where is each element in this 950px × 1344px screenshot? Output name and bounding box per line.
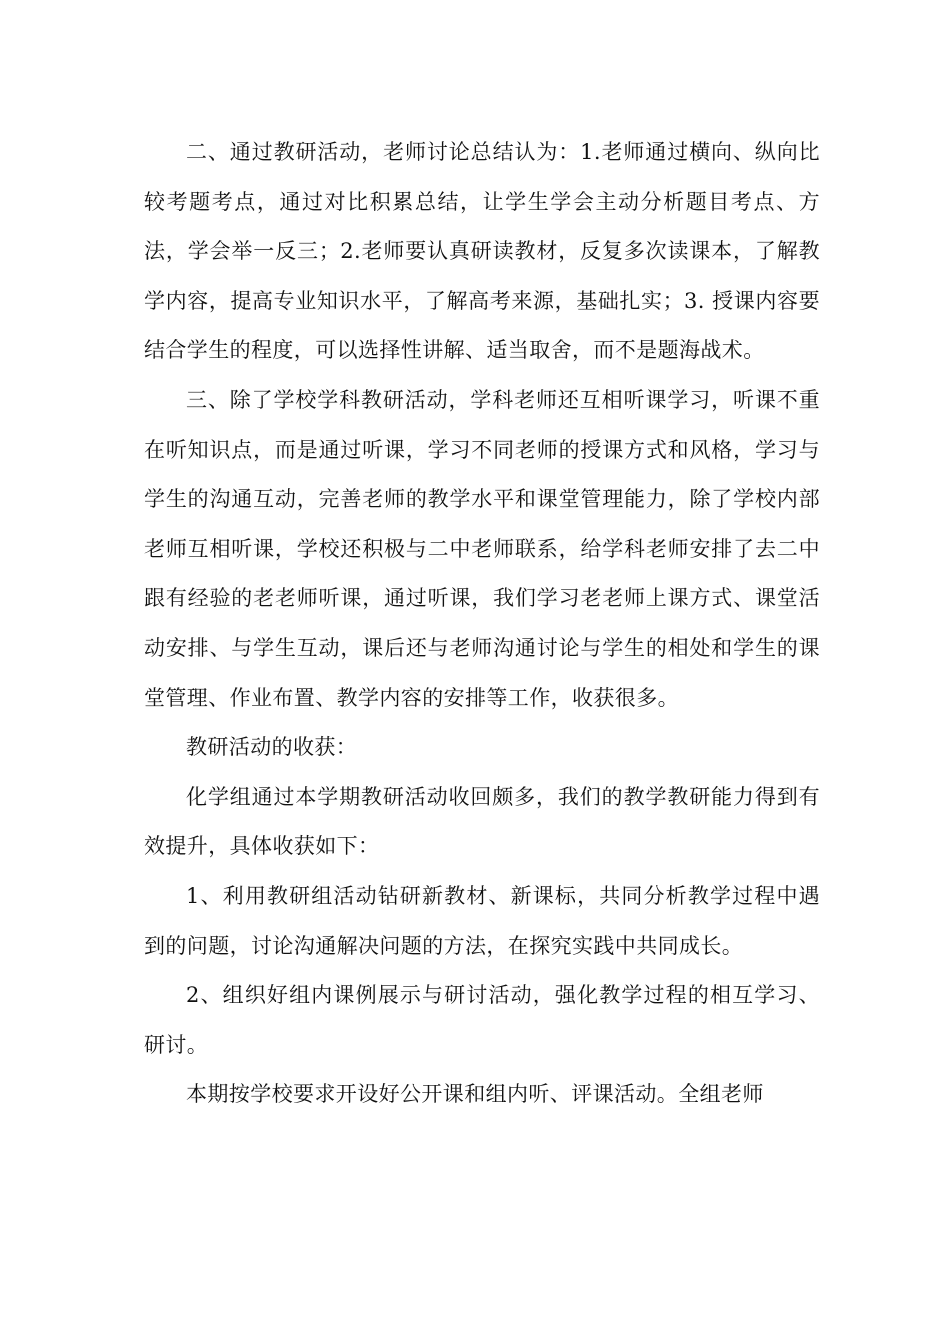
paragraph-gains-heading: 教研活动的收获： — [186, 735, 358, 760]
paragraph-open-class: 本期按学校要求开设好公开课和组内听、评课活动。全组老师 — [186, 1082, 764, 1107]
paragraph-gain-item-2: 2、组织好组内课例展示与研讨活动，强化教学过程的相互学习、研讨。 — [144, 983, 820, 1057]
paragraph-gains-intro: 化学组通过本学期教研活动收回颇多，我们的教学教研能力得到有效提升，具体收获如下： — [144, 784, 820, 859]
paragraph-research-summary: 二、通过教研活动，老师讨论总结认为：1.老师通过横向、纵向比较考题考点，通过对比积累总结，让学生学会主动分析题目考点、方法，学会举一反三；2.老师要认真研读教材，反复多次读课本，了解教学内容，提高专业知识水平，了解高考来源，基础扎实；3. 授课内容要结合学生的程度，可以选择性讲解、适当取舍，而不是题海战术。 — [144, 140, 820, 363]
document-body — [144, 128, 820, 1120]
paragraph-gain-item-1: 1、利用教研组活动钻研新教材、新课标，共同分析教学过程中遇到的问题，讨论沟通解决问题的方法，在探究实践中共同成长。 — [144, 883, 820, 958]
paragraph-lesson-observation: 三、除了学校学科教研活动，学科老师还互相听课学习，听课不重在听知识点，而是通过听课，学习不同老师的授课方式和风格，学习与学生的沟通互动，完善老师的教学水平和课堂管理能力，除了学校内部老师互相听课，学校还积极与二中老师联系，给学科老师安排了去二中跟有经验的老老师听课，通过听课，我们学习老老师上课方式、课堂活动安排、与学生互动，课后还与老师沟通讨论与学生的相处和学生的课堂管理、作业布置、教学内容的安排等工作，收获很多。 — [144, 387, 820, 710]
